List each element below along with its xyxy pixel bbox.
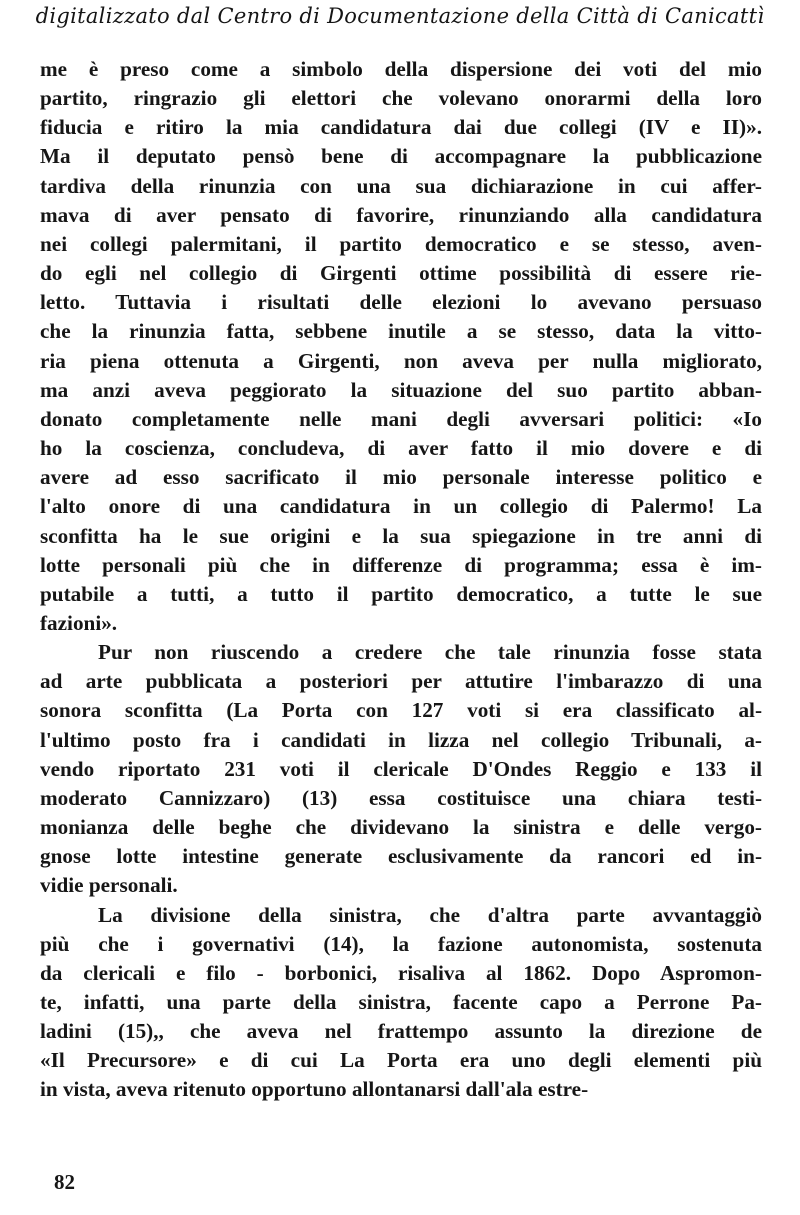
text-line: Ma il deputato pensò bene di accompagnare la pubblicazione bbox=[40, 144, 762, 169]
text-line: tardiva della rinunzia con una sua dichiarazione in cui affer- bbox=[40, 173, 762, 198]
text-line: sconfitta ha le sue origini e la sua spiegazione in tre anni di bbox=[40, 523, 762, 548]
text-line: ad arte pubblicata a posteriori per attutire l'imbarazzo di una bbox=[40, 669, 762, 694]
text-line: l'ultimo posto fra i candidati in lizza nel collegio Tribunali, a- bbox=[40, 727, 762, 752]
text-line: letto. Tuttavia i risultati delle elezioni lo avevano persuaso bbox=[40, 290, 762, 315]
text-line: ladini (15),, che aveva nel frattempo assunto la direzione de bbox=[40, 1019, 762, 1044]
text-line: sonora sconfitta (La Porta con 127 voti si era classificato al- bbox=[40, 698, 762, 723]
text-line: ma anzi aveva peggiorato la situazione del suo partito abban- bbox=[40, 377, 762, 402]
text-line: gnose lotte intestine generate esclusivamente da rancori ed in- bbox=[40, 844, 762, 869]
text-line: mava di aver pensato di favorire, rinunziando alla candidatura bbox=[40, 202, 762, 227]
text-line: avere ad esso sacrificato il mio personale interesse politico e bbox=[40, 465, 762, 490]
text-line: putabile a tutti, a tutto il partito democratico, a tutte le sue bbox=[40, 581, 762, 606]
text-line: lotte personali più che in differenze di programma; essa è im- bbox=[40, 552, 762, 577]
text-line: fiducia e ritiro la mia candidatura dai due collegi (IV e II)». bbox=[40, 115, 762, 140]
text-line: monianza delle beghe che dividevano la sinistra e delle vergo- bbox=[40, 815, 762, 840]
text-line: do egli nel collegio di Girgenti ottime possibilità di essere rie- bbox=[40, 261, 762, 286]
text-line: ria piena ottenuta a Girgenti, non aveva per nulla migliorato, bbox=[40, 348, 762, 373]
text-line: da clericali e filo - borbonici, risaliva al 1862. Dopo Aspromon- bbox=[40, 960, 762, 985]
text-line: fazioni». bbox=[40, 610, 118, 635]
text-line: me è preso come a simbolo della dispersione dei voti del mio bbox=[40, 57, 762, 81]
text-line: più che i governativi (14), la fazione autonomista, sostenuta bbox=[40, 931, 762, 956]
digitization-watermark: digitalizzato dal Centro di Documentazione della Città di Canicattì bbox=[35, 4, 765, 28]
text-line: vidie personali. bbox=[40, 873, 178, 898]
text-line: te, infatti, una parte della sinistra, facente capo a Perrone Pa- bbox=[40, 990, 762, 1014]
text-line: ho la coscienza, concludeva, di aver fatto il mio dovere e di bbox=[40, 436, 762, 461]
text-line: vendo riportato 231 voti il clericale D'Ondes Reggio e 133 il bbox=[40, 756, 762, 781]
text-line: che la rinunzia fatta, sebbene inutile a se stesso, data la vitto- bbox=[40, 319, 762, 344]
body-text bbox=[40, 55, 762, 1105]
text-line: moderato Cannizzaro) (13) essa costituisce una chiara testi- bbox=[40, 785, 762, 810]
text-line: Pur non riuscendo a credere che tale rinunzia fosse stata bbox=[98, 640, 762, 665]
text-line: nei collegi palermitani, il partito democratico e se stesso, aven- bbox=[40, 231, 762, 256]
page-number: 82 bbox=[54, 1170, 75, 1194]
text-line: in vista, aveva ritenuto opportuno allontanarsi dall'ala estre- bbox=[40, 1077, 589, 1102]
text-line: «Il Precursore» e di cui La Porta era uno degli elementi più bbox=[40, 1048, 762, 1073]
text-line: partito, ringrazio gli elettori che volevano onorarmi della loro bbox=[40, 86, 762, 111]
text-line: donato completamente nelle mani degli avversari politici: «Io bbox=[40, 406, 762, 431]
text-line: La divisione della sinistra, che d'altra parte avvantaggiò bbox=[98, 902, 762, 927]
text-line: l'alto onore di una candidatura in un collegio di Palermo! La bbox=[40, 494, 762, 519]
